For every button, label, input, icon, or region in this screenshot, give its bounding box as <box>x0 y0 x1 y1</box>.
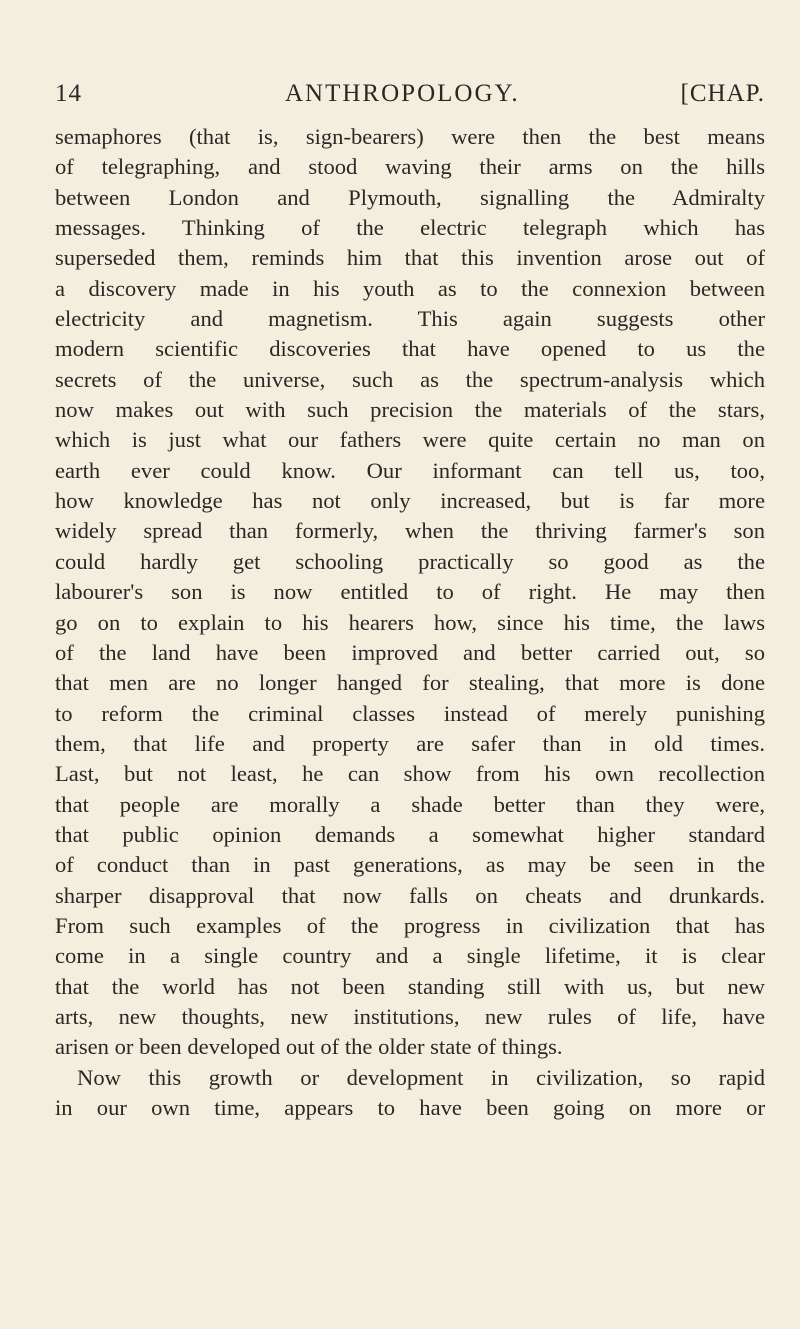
text-line: widely spread than formerly, when the thriving farmer's son <box>55 518 765 544</box>
text-line: come in a single country and a single lifetime, it is clear <box>55 943 765 969</box>
text-line: which is just what our fathers were quite certain no man on <box>55 427 765 453</box>
text-line: between London and Plymouth, signalling the Admiralty <box>55 184 765 210</box>
text-line: sharper disapproval that now falls on cheats and drunkards. <box>55 882 765 908</box>
text-line: go on to explain to his hearers how, since his time, the laws <box>55 609 765 635</box>
text-line: that men are no longer hanged for stealing, that more is done <box>55 670 765 696</box>
text-line: modern scientific discoveries that have opened to us the <box>55 336 765 362</box>
text-line: to reform the criminal classes instead of merely punishing <box>55 700 765 726</box>
text-line: Last, but not least, he can show from his own recollection <box>55 761 765 787</box>
text-line: arisen or been developed out of the older state of things. <box>55 1034 563 1060</box>
text-line: electricity and magnetism. This again suggests other <box>55 306 765 332</box>
text-line: them, that life and property are safer than in old times. <box>55 730 765 756</box>
running-head <box>55 80 765 112</box>
text-line: superseded them, reminds him that this invention arose out of <box>55 245 765 271</box>
body-text <box>55 122 765 1123</box>
text-line: of conduct than in past generations, as may be seen in the <box>55 852 765 878</box>
text-line: a discovery made in his youth as to the connexion between <box>55 275 765 301</box>
text-line: could hardly get schooling practically so good as the <box>55 548 765 574</box>
text-line: how knowledge has not only increased, but is far more <box>55 488 765 514</box>
text-line: From such examples of the progress in civilization that has <box>55 912 765 938</box>
chapter-label: [CHAP. <box>680 80 765 107</box>
page-number: 14 <box>55 80 82 107</box>
text-line: secrets of the universe, such as the spectrum-analysis which <box>55 366 765 392</box>
text-line: now makes out with such precision the materials of the stars, <box>55 397 765 423</box>
text-line: in our own time, appears to have been going on more or <box>55 1095 765 1120</box>
text-line: that people are morally a shade better than they were, <box>55 791 765 817</box>
text-line: that the world has not been standing still with us, but new <box>55 973 765 999</box>
text-line: messages. Thinking of the electric telegraph which has <box>55 215 765 241</box>
text-line: semaphores (that is, sign-bearers) were then the best means <box>55 124 765 149</box>
text-line: of telegraphing, and stood waving their arms on the hills <box>55 154 765 180</box>
text-line: of the land have been improved and better carried out, so <box>55 639 765 665</box>
book-title: ANTHROPOLOGY. <box>285 80 520 107</box>
text-line: Now this growth or development in civilization, so rapid <box>77 1064 765 1090</box>
text-line: earth ever could know. Our informant can tell us, too, <box>55 457 765 483</box>
text-line: arts, new thoughts, new institutions, new rules of life, have <box>55 1003 765 1029</box>
text-line: that public opinion demands a somewhat higher standard <box>55 821 765 847</box>
text-line: labourer's son is now entitled to of right. He may then <box>55 579 765 605</box>
